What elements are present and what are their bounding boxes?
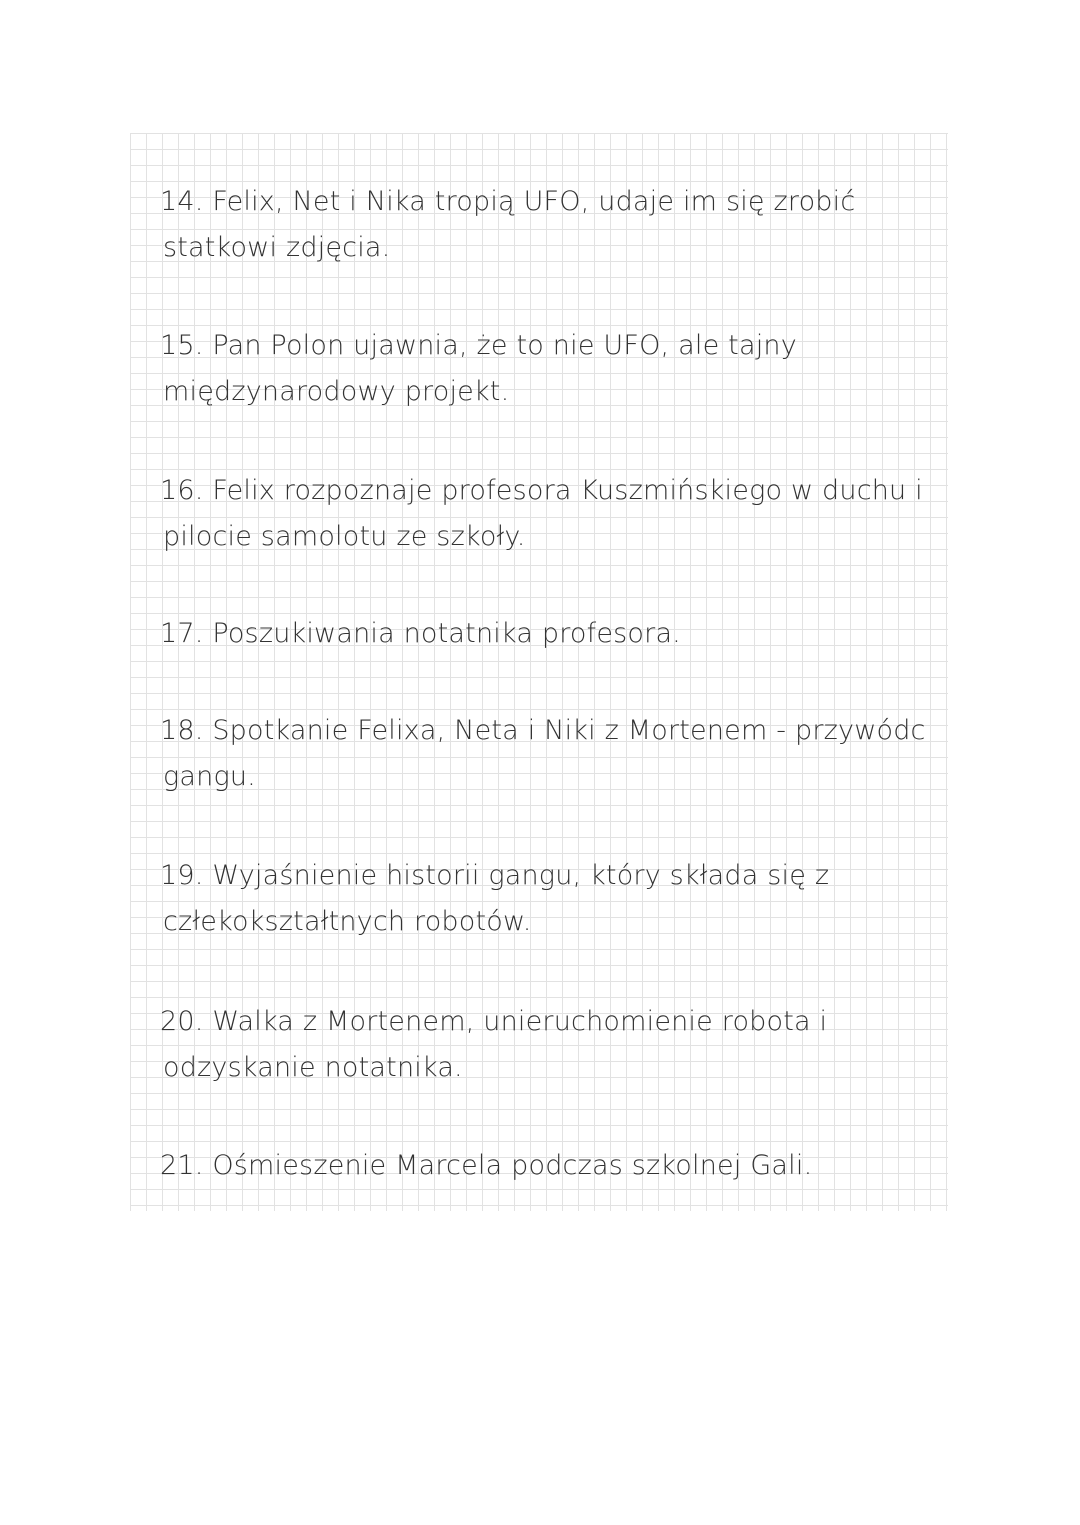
note-line: statkowi zdjęcia. <box>163 232 391 263</box>
note-line: człekokształtnych robotów. <box>163 906 532 937</box>
note-item-15 <box>160 323 948 415</box>
note-item-14 <box>160 179 948 271</box>
note-item-17 <box>160 611 948 657</box>
note-line: 19. Wyjaśnienie historii gangu, który składa się z <box>160 860 830 891</box>
note-line: 20. Walka z Mortenem, unieruchomienie robota i <box>160 1006 828 1037</box>
note-line: 21. Ośmieszenie Marcela podczas szkolnej Gali. <box>160 1150 813 1181</box>
note-line: 16. Felix rozpoznaje profesora Kuszmińskiego w duchu i <box>160 475 923 506</box>
note-item-18 <box>160 708 948 800</box>
note-line: pilocie samolotu ze szkoły. <box>163 521 526 552</box>
grid-paper-sheet <box>130 133 948 1211</box>
note-item-21 <box>160 1143 948 1189</box>
note-line: 18. Spotkanie Felixa, Neta i Niki z Mortenem - przywódc <box>160 715 926 746</box>
note-item-16 <box>160 468 948 560</box>
note-item-19 <box>160 853 948 945</box>
note-line: 14. Felix, Net i Nika tropią UFO, udaje im się zrobić <box>160 186 856 217</box>
note-line: odzyskanie notatnika. <box>163 1052 463 1083</box>
note-item-20 <box>160 999 948 1091</box>
note-line: międzynarodowy projekt. <box>163 376 510 407</box>
note-line: 15. Pan Polon ujawnia, że to nie UFO, ale tajny <box>160 330 797 361</box>
note-line: 17. Poszukiwania notatnika profesora. <box>160 618 681 649</box>
note-line: gangu. <box>163 761 256 792</box>
